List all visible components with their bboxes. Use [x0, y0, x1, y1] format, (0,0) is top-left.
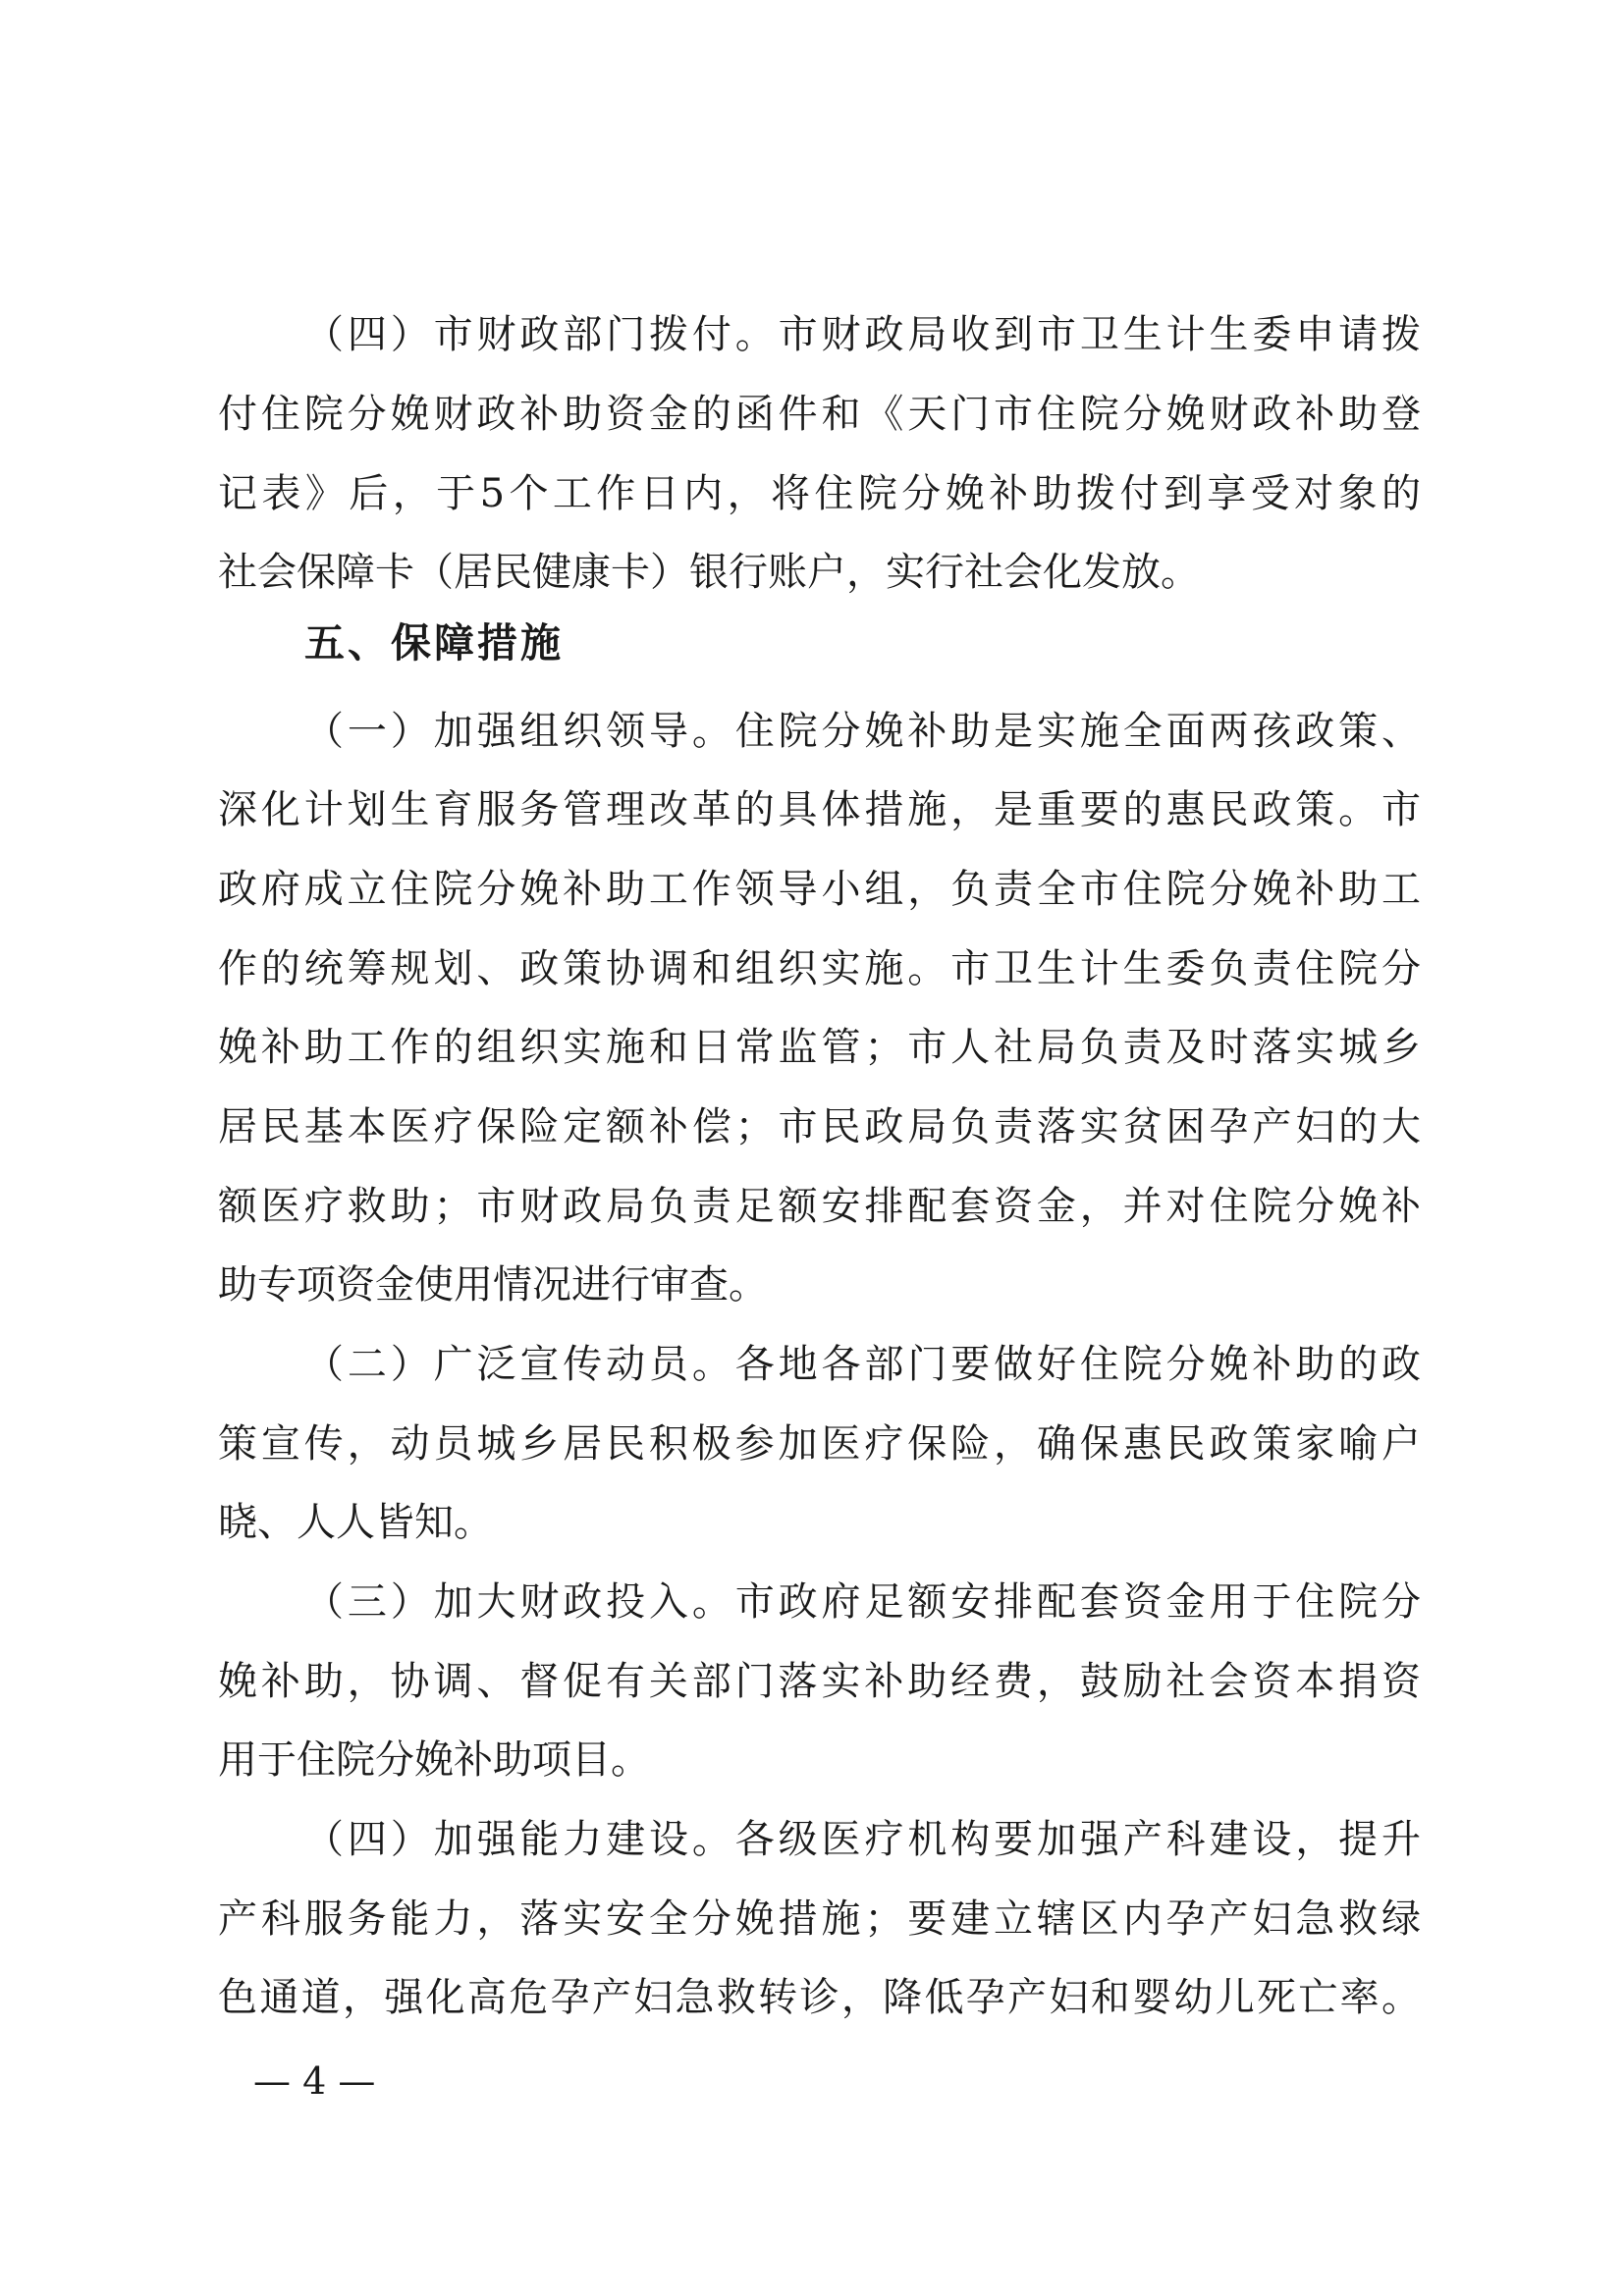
text-line: 政府成立住院分娩补助工作领导小组，负责全市住院分娩补助工	[218, 867, 1421, 912]
text-line: （四）市财政部门拨付。市财政局收到市卫生计生委申请拨	[304, 312, 1421, 357]
text-line: 作的统筹规划、政策协调和组织实施。市卫生计生委负责住院分	[218, 946, 1421, 991]
text-line: 产科服务能力，落实安全分娩措施；要建立辖区内孕产妇急救绿	[218, 1896, 1421, 1942]
text-line: 娩补助，协调、督促有关部门落实补助经费，鼓励社会资本捐资	[218, 1659, 1421, 1704]
text-line: 助专项资金使用情况进行审查。	[218, 1262, 768, 1308]
text-line: （三）加大财政投入。市政府足额安排配套资金用于住院分	[304, 1579, 1421, 1625]
section-heading: 五、保障措施	[304, 619, 564, 667]
text-line: （二）广泛宣传动员。各地各部门要做好住院分娩补助的政	[304, 1342, 1421, 1387]
text-line: 色通道，强化高危孕产妇急救转诊，降低孕产妇和婴幼儿死亡率。	[218, 1975, 1421, 2020]
text-line: 社会保障卡（居民健康卡）银行账户，实行社会化发放。	[218, 550, 1200, 595]
page-number: — 4 —	[253, 2059, 376, 2103]
text-line: 居民基本医疗保险定额补偿；市民政局负责落实贫困孕产妇的大	[218, 1104, 1421, 1149]
text-line: 娩补助工作的组织实施和日常监管；市人社局负责及时落实城乡	[218, 1025, 1421, 1070]
text-line: （四）加强能力建设。各级医疗机构要加强产科建设，提升	[304, 1817, 1421, 1862]
text-line: 用于住院分娩补助项目。	[218, 1737, 650, 1783]
text-line: 额医疗救助；市财政局负责足额安排配套资金，并对住院分娩补	[218, 1184, 1421, 1229]
text-line: 付住院分娩财政补助资金的函件和《天门市住院分娩财政补助登	[218, 392, 1421, 437]
text-line: 记表》后，于5个工作日内，将住院分娩补助拨付到享受对象的	[218, 471, 1421, 516]
text-line: 深化计划生育服务管理改革的具体措施，是重要的惠民政策。市	[218, 787, 1421, 832]
text-line: 策宣传，动员城乡居民积极参加医疗保险，确保惠民政策家喻户	[218, 1421, 1421, 1467]
text-line: 晓、人人皆知。	[218, 1500, 493, 1545]
text-line: （一）加强组织领导。住院分娩补助是实施全面两孩政策、	[304, 709, 1421, 754]
